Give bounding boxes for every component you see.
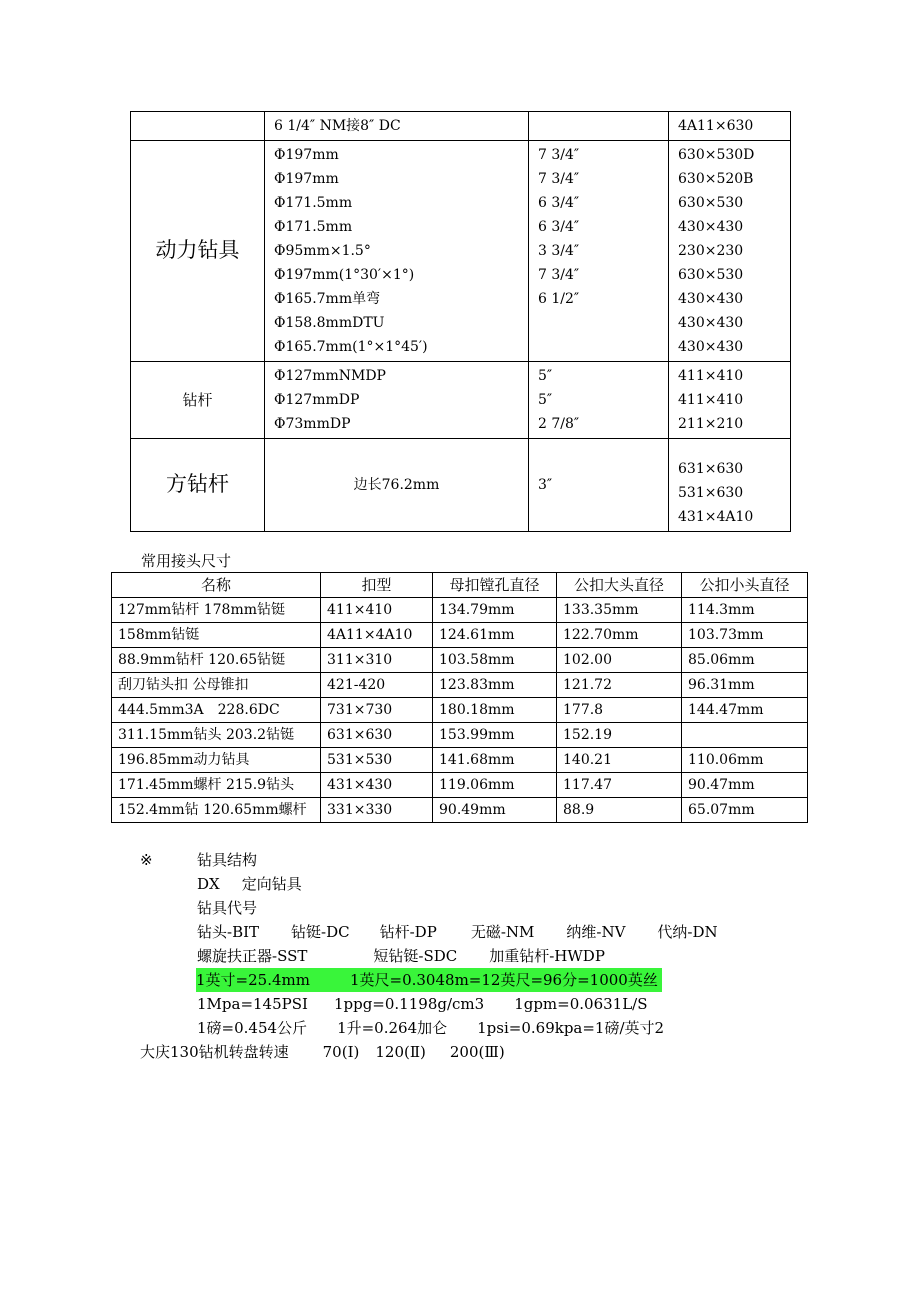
- table-cell: 114.3mm: [682, 598, 808, 623]
- thread-value: 630×530: [678, 267, 744, 283]
- joint-size-table: [111, 572, 808, 823]
- table-cell: 331×330: [321, 798, 433, 823]
- table-cell: 4A11×4A10: [321, 623, 433, 648]
- speed-value: 200(Ⅲ): [449, 1043, 505, 1061]
- thread-cell: [669, 362, 791, 439]
- size-value: Φ73mmDP: [274, 416, 351, 432]
- od-cell: [529, 439, 669, 532]
- table-cell: 134.79mm: [433, 598, 557, 623]
- category-cell: [131, 112, 265, 141]
- conversion-item: 1磅=0.454公斤: [197, 1019, 308, 1037]
- table-cell: 刮刀钻头扣 公母锥扣: [112, 673, 321, 698]
- table-body: [112, 598, 808, 823]
- thread-cell: [669, 141, 791, 362]
- table-cell: 444.5mm3A 228.6DC: [112, 698, 321, 723]
- od-value: 5″: [538, 392, 553, 408]
- table-cell: 90.49mm: [433, 798, 557, 823]
- category-label: 方钻杆: [166, 471, 229, 496]
- category-cell: [131, 362, 265, 439]
- size-value: Φ197mm: [274, 147, 339, 163]
- column-header: 母扣镗孔直径: [433, 573, 557, 598]
- size-value: Φ197mm: [274, 171, 339, 187]
- thread-value: 630×530: [678, 195, 744, 211]
- table-cell: [682, 723, 808, 748]
- table-cell: 121.72: [557, 673, 682, 698]
- thread-value: 631×630: [678, 461, 744, 477]
- table-cell: 196.85mm动力钻具: [112, 748, 321, 773]
- thread-value: 411×410: [678, 368, 744, 384]
- od-value: 7 3/4″: [538, 147, 580, 163]
- conversion-item: 1升=0.264加仑: [337, 1019, 448, 1037]
- table-cell: 133.35mm: [557, 598, 682, 623]
- od-value: 5″: [538, 368, 553, 384]
- table-row: [112, 623, 808, 648]
- table-cell: 88.9: [557, 798, 682, 823]
- table-cell: 431×430: [321, 773, 433, 798]
- od-value: 7 3/4″: [538, 171, 580, 187]
- size-value: Φ127mmNMDP: [274, 368, 386, 384]
- table-cell: 88.9mm钻杆 120.65钻铤: [112, 648, 321, 673]
- thread-value: 411×410: [678, 392, 744, 408]
- thread-value: 531×630: [678, 485, 744, 501]
- size-cell: [265, 141, 529, 362]
- table-cell: 96.31mm: [682, 673, 808, 698]
- notes-heading: 钻具结构: [197, 851, 258, 869]
- table-cell: 85.06mm: [682, 648, 808, 673]
- speed-value: 120(Ⅱ): [375, 1043, 426, 1061]
- od-cell: [529, 362, 669, 439]
- size-value: Φ171.5mm: [274, 219, 353, 235]
- table-row: [131, 439, 791, 532]
- conversion-item: 1psi=0.69kpa=1磅/英寸2: [477, 1019, 665, 1037]
- codes-row-1: [197, 920, 718, 944]
- code-item: 无磁-NM: [470, 923, 535, 941]
- table-cell: 180.18mm: [433, 698, 557, 723]
- size-value: Φ158.8mmDTU: [274, 315, 385, 331]
- table-cell: 110.06mm: [682, 748, 808, 773]
- size-value: 边长76.2mm: [353, 477, 440, 493]
- column-header: 公扣大头直径: [557, 573, 682, 598]
- table-cell: 152.19: [557, 723, 682, 748]
- table-row: [112, 723, 808, 748]
- thread-value: 430×430: [678, 339, 744, 355]
- od-value: 6 1/2″: [538, 291, 580, 307]
- table-row: [131, 362, 791, 439]
- column-header: 扣型: [321, 573, 433, 598]
- table-cell: 411×410: [321, 598, 433, 623]
- code-item: 加重钻杆-HWDP: [489, 947, 605, 965]
- code-item: 纳维-NV: [566, 923, 626, 941]
- dx-code: DX: [197, 875, 220, 893]
- od-value: 3 3/4″: [538, 243, 580, 259]
- table-cell: 311.15mm钻头 203.2钻铤: [112, 723, 321, 748]
- conversion-foot: 1英尺=0.3048m=12英尺=96分=1000英丝: [349, 971, 658, 989]
- table-cell: 311×310: [321, 648, 433, 673]
- table-row: [112, 748, 808, 773]
- codes-row-2: [197, 944, 605, 968]
- od-value: 2 7/8″: [538, 416, 580, 432]
- thread-cell: 4A11×630: [669, 112, 791, 141]
- drill-tool-table: [130, 111, 791, 532]
- conversion-row-2: [197, 992, 648, 1016]
- table-row: [112, 598, 808, 623]
- table-cell: 144.47mm: [682, 698, 808, 723]
- thread-value: 430×430: [678, 291, 744, 307]
- code-item: 螺旋扶正器-SST: [197, 947, 308, 965]
- conversion-item: 1ppg=0.1198g/cm3: [333, 995, 485, 1013]
- table-row: [112, 673, 808, 698]
- od-cell: [529, 112, 669, 141]
- thread-value: 430×430: [678, 219, 744, 235]
- table-cell: 102.00: [557, 648, 682, 673]
- code-item: 钻铤-DC: [291, 923, 350, 941]
- size-cell: [265, 362, 529, 439]
- code-item: 钻头-BIT: [197, 923, 260, 941]
- table-cell: 123.83mm: [433, 673, 557, 698]
- table-row: [131, 112, 791, 141]
- od-value: 6 3/4″: [538, 219, 580, 235]
- table-cell: 153.99mm: [433, 723, 557, 748]
- conversion-item: 1gpm=0.0631L/S: [514, 995, 648, 1013]
- table-cell: 531×530: [321, 748, 433, 773]
- table-row: [112, 798, 808, 823]
- category-label: 动力钻具: [155, 237, 240, 262]
- thread-cell: [669, 439, 791, 532]
- thread-value: 230×230: [678, 243, 744, 259]
- table-cell: 124.61mm: [433, 623, 557, 648]
- table-cell: 177.8: [557, 698, 682, 723]
- table-cell: 731×730: [321, 698, 433, 723]
- section-title: 常用接头尺寸: [141, 552, 232, 570]
- thread-value: 431×4A10: [678, 509, 754, 525]
- code-item: 钻杆-DP: [379, 923, 437, 941]
- thread-value: 630×520B: [678, 171, 754, 187]
- speed-value: 70(Ⅰ): [322, 1043, 360, 1061]
- table-row: [112, 773, 808, 798]
- thread-value: 630×530D: [678, 147, 755, 163]
- size-value: Φ171.5mm: [274, 195, 353, 211]
- rotary-speed-line: [140, 1040, 505, 1064]
- table-cell: 631×630: [321, 723, 433, 748]
- table-row: [112, 648, 808, 673]
- conversion-inch: 1英寸=25.4mm: [196, 971, 310, 989]
- table-cell: 119.06mm: [433, 773, 557, 798]
- size-value: Φ95mm×1.5°: [274, 243, 371, 259]
- size-value: Φ127mmDP: [274, 392, 360, 408]
- highlighted-conversion: [196, 968, 662, 992]
- category-label: 钻杆: [182, 390, 213, 409]
- table-cell: 117.47: [557, 773, 682, 798]
- reference-mark: ※: [140, 851, 153, 869]
- code-item: 短钻铤-SDC: [373, 947, 458, 965]
- dx-line: [197, 872, 302, 896]
- column-header: 公扣小头直径: [682, 573, 808, 598]
- conversion-row-3: [197, 1016, 664, 1040]
- thread-value: 430×430: [678, 315, 744, 331]
- od-value: 7 3/4″: [538, 267, 580, 283]
- table-cell: 158mm钻铤: [112, 623, 321, 648]
- table-cell: 122.70mm: [557, 623, 682, 648]
- size-value: Φ197mm(1°30′×1°): [274, 267, 415, 283]
- table-cell: 152.4mm钻 120.65mm螺杆: [112, 798, 321, 823]
- category-cell: [131, 141, 265, 362]
- table-cell: 421-420: [321, 673, 433, 698]
- table-cell: 90.47mm: [682, 773, 808, 798]
- size-cell: 6 1/4″ NM接8″ DC: [265, 112, 529, 141]
- table-cell: 141.68mm: [433, 748, 557, 773]
- column-header: 名称: [112, 573, 321, 598]
- thread-value: 211×210: [678, 416, 744, 432]
- size-value: Φ165.7mm(1°×1°45′): [274, 339, 428, 355]
- category-cell: [131, 439, 265, 532]
- conversion-item: 1Mpa=145PSI: [197, 995, 308, 1013]
- od-value: 3″: [538, 477, 553, 493]
- table-cell: 140.21: [557, 748, 682, 773]
- table-row: [131, 141, 791, 362]
- rotary-label: 大庆130钻机转盘转速: [140, 1043, 289, 1061]
- od-value: 6 3/4″: [538, 195, 580, 211]
- od-cell: [529, 141, 669, 362]
- table-cell: 65.07mm: [682, 798, 808, 823]
- table-cell: 103.73mm: [682, 623, 808, 648]
- header-row: [112, 573, 808, 598]
- table-cell: 127mm钻杆 178mm钻铤: [112, 598, 321, 623]
- table-cell: 171.45mm螺杆 215.9钻头: [112, 773, 321, 798]
- size-cell: [265, 439, 529, 532]
- table-cell: 103.58mm: [433, 648, 557, 673]
- code-item: 代纳-DN: [657, 923, 718, 941]
- size-value: Φ165.7mm单弯: [274, 291, 381, 307]
- dx-label: 定向钻具: [241, 875, 302, 893]
- codes-title: 钻具代号: [197, 899, 258, 917]
- table-row: [112, 698, 808, 723]
